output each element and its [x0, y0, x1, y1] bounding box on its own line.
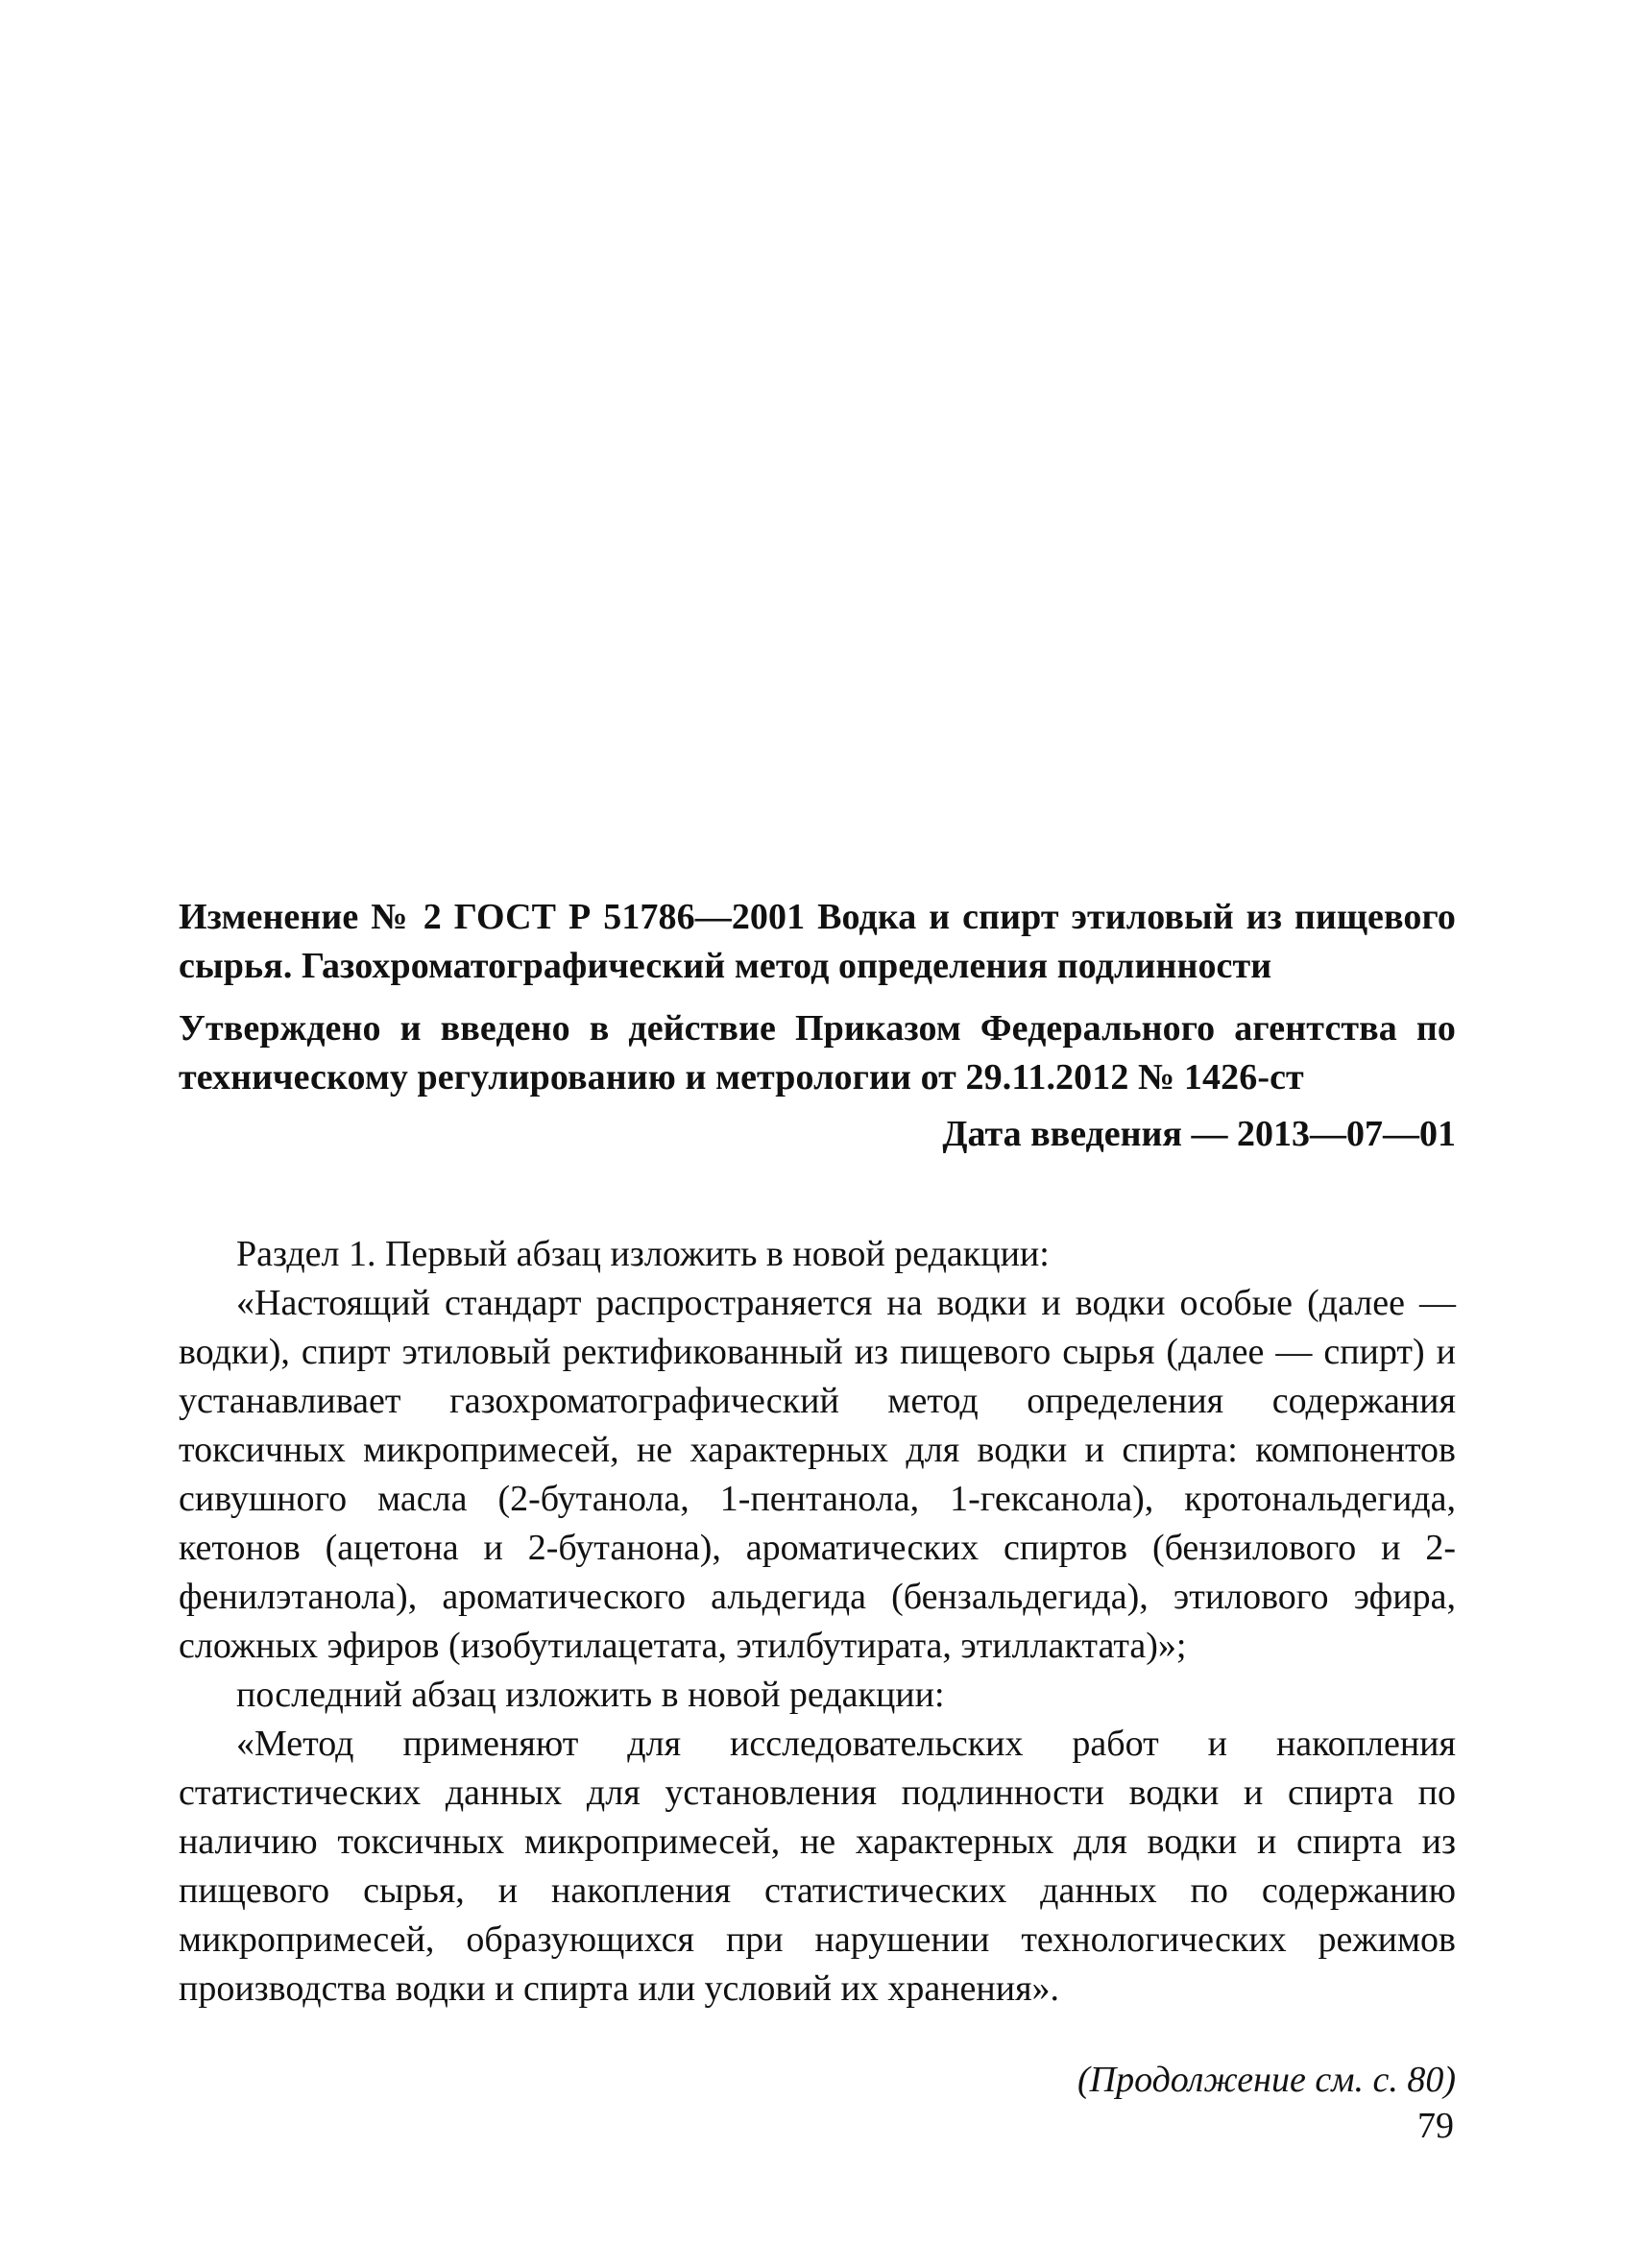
- amendment-title: Изменение № 2 ГОСТ Р 51786—2001 Водка и спирт этиловый из пищевого сырья. Газохроматографический метод определения подлинности: [179, 897, 1456, 986]
- paragraph-last-instruction: последний абзац изложить в новой редакции:: [236, 1675, 945, 1715]
- document-page: [179, 893, 1456, 2105]
- continuation-note: (Продолжение см. с. 80): [1077, 2060, 1456, 2100]
- document-body: [179, 1230, 1456, 2014]
- approval-statement: Утверждено и введено в действие Приказом Федерального агентства по техническому регулированию и метрологии от 29.11.2012 № 1426-ст: [179, 1008, 1456, 1098]
- paragraph-method: «Метод применяют для исследовательских работ и накопления статистических данных для установления подлинности водки и спирта по наличию токсичных микропримесей, не характерных для водки и спирта из пищевого сырья, и накопления статистических данных по содержанию микропримесей, образующихся при нарушении технологических режимов производства водки и спирта или условий их хранения».: [179, 1724, 1456, 2009]
- page-number: 79: [1417, 2106, 1454, 2146]
- introduction-date: Дата введения — 2013—07—01: [942, 1114, 1456, 1154]
- paragraph-section-1: Раздел 1. Первый абзац изложить в новой редакции:: [236, 1234, 1050, 1274]
- paragraph-scope: «Настоящий стандарт распространяется на водки и водки особые (далее — водки), спирт этиловый ректификованный из пищевого сырья (далее — спирт) и устанавливает газохроматографический метод определения содержания токсичных микропримесей, не характерных для водки и спирта: компонентов сивушного масла (2-бутанола, 1-пентанола, 1-гексанола), кротональдегида, кетонов (ацетона и 2-бутанона), ароматических спиртов (бензилового и 2-фенилэтанола), ароматического альдегида (бензальдегида), этилового эфира, сложных эфиров (изобутилацетата, этилбутирата, этиллактата)»;: [179, 1283, 1456, 1666]
